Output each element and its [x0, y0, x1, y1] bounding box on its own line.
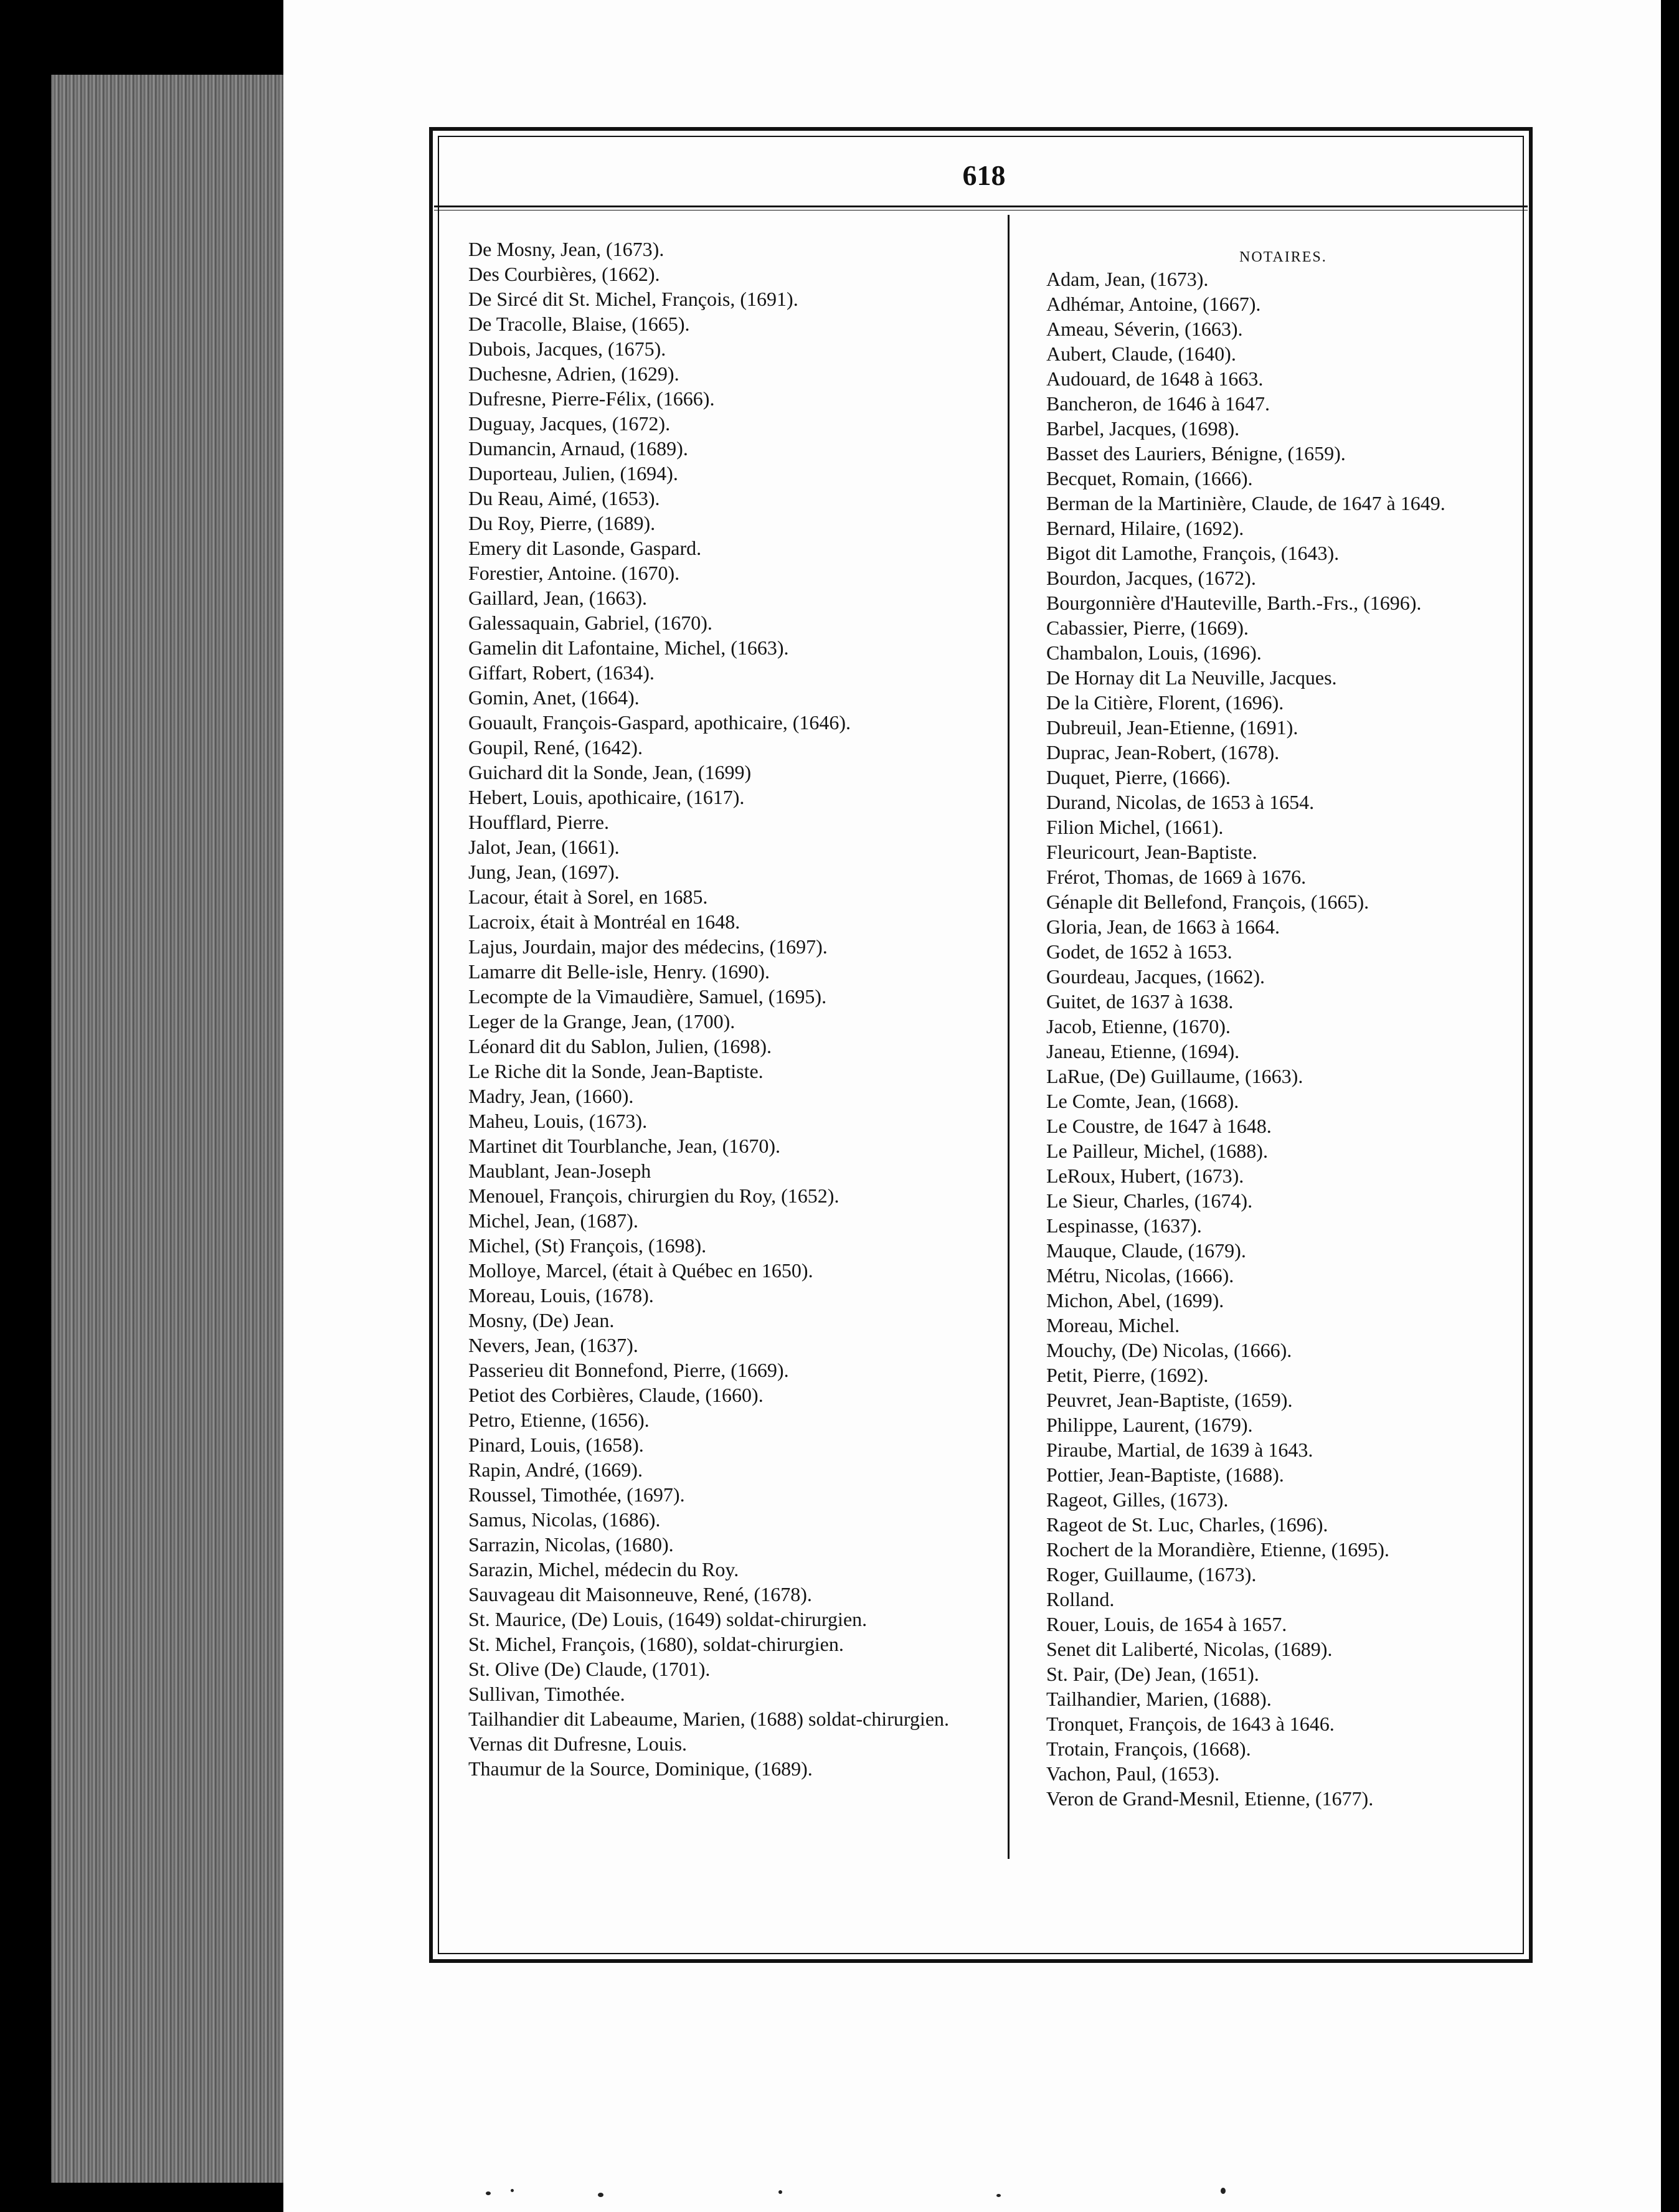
list-item: Rageot, Gilles, (1673). — [1046, 1488, 1229, 1511]
page-number: 618 — [962, 159, 1006, 191]
list-item: Métru, Nicolas, (1666). — [1046, 1264, 1234, 1287]
list-item: Barbel, Jacques, (1698). — [1046, 417, 1240, 440]
book-page-edge — [51, 75, 288, 2183]
list-item: Léonard dit du Sablon, Julien, (1698). — [468, 1035, 772, 1057]
list-item: Adhémar, Antoine, (1667). — [1046, 293, 1261, 315]
list-item: Sarrazin, Nicolas, (1680). — [468, 1533, 674, 1556]
list-item: Lecompte de la Vimaudière, Samuel, (1695). — [468, 985, 827, 1008]
list-item: Gouault, François-Gaspard, apothicaire, (1646). — [468, 711, 851, 734]
list-item: Maheu, Louis, (1673). — [468, 1110, 648, 1132]
list-item: St. Olive (De) Claude, (1701). — [468, 1658, 711, 1680]
list-item: Lajus, Jourdain, major des médecins, (1697). — [468, 935, 828, 958]
list-item: Maublant, Jean-Joseph — [468, 1160, 651, 1182]
list-item: Dumancin, Arnaud, (1689). — [468, 437, 688, 460]
list-item: St. Maurice, (De) Louis, (1649) soldat-chirurgien. — [468, 1608, 868, 1630]
list-item: Gomin, Anet, (1664). — [468, 686, 640, 709]
list-item: Hebert, Louis, apothicaire, (1617). — [468, 786, 745, 808]
column-divider — [1008, 215, 1010, 1859]
list-item: Giffart, Robert, (1634). — [468, 661, 655, 684]
header-rule — [434, 206, 1528, 207]
list-item: Mosny, (De) Jean. — [468, 1309, 615, 1331]
list-item: Petiot des Corbières, Claude, (1660). — [468, 1384, 764, 1406]
list-item: LeRoux, Hubert, (1673). — [1046, 1165, 1244, 1187]
list-item: St. Pair, (De) Jean, (1651). — [1046, 1663, 1259, 1685]
right-column-list — [1046, 267, 1582, 1811]
list-item: Martinet dit Tourblanche, Jean, (1670). — [468, 1135, 781, 1157]
list-item: Frérot, Thomas, de 1669 à 1676. — [1046, 866, 1307, 888]
list-item: Roussel, Timothée, (1697). — [468, 1483, 685, 1506]
list-item: Gamelin dit Lafontaine, Michel, (1663). — [468, 636, 789, 659]
list-item: Sullivan, Timothée. — [468, 1683, 625, 1705]
list-item: Filion Michel, (1661). — [1046, 816, 1224, 838]
list-item: Vernas dit Dufresne, Louis. — [468, 1732, 688, 1755]
list-item: Duquet, Pierre, (1666). — [1046, 766, 1231, 788]
list-item: Bourgonnière d'Hauteville, Barth.-Frs., (1696). — [1046, 592, 1422, 614]
list-item: Berman de la Martinière, Claude, de 1647 à 1649. — [1046, 492, 1445, 514]
list-item: Tailhandier, Marien, (1688). — [1046, 1688, 1272, 1710]
list-item: Pinard, Louis, (1658). — [468, 1434, 644, 1456]
list-item: Lamarre dit Belle-isle, Henry. (1690). — [468, 960, 770, 983]
list-item: Des Courbières, (1662). — [468, 263, 660, 285]
list-item: Goupil, René, (1642). — [468, 736, 643, 759]
list-item: Dubois, Jacques, (1675). — [468, 338, 666, 360]
list-item: Senet dit Laliberté, Nicolas, (1689). — [1046, 1638, 1333, 1660]
left-column-list — [468, 237, 1004, 1781]
list-item: Dubreuil, Jean-Etienne, (1691). — [1046, 716, 1298, 739]
list-item: Trotain, François, (1668). — [1046, 1737, 1251, 1760]
list-item: LaRue, (De) Guillaume, (1663). — [1046, 1065, 1303, 1087]
list-item: Gaillard, Jean, (1663). — [468, 587, 648, 609]
list-item: Le Comte, Jean, (1668). — [1046, 1090, 1239, 1112]
list-item: Veron de Grand-Mesnil, Etienne, (1677). — [1046, 1787, 1374, 1810]
list-item: Michel, (St) François, (1698). — [468, 1234, 707, 1257]
list-item: Ameau, Séverin, (1663). — [1046, 318, 1243, 340]
list-item: Le Pailleur, Michel, (1688). — [1046, 1140, 1268, 1162]
list-item: Audouard, de 1648 à 1663. — [1046, 367, 1264, 390]
list-item: Rolland. — [1046, 1588, 1115, 1610]
list-item: Petro, Etienne, (1656). — [468, 1409, 650, 1431]
list-item: Du Reau, Aimé, (1653). — [468, 487, 660, 509]
list-item: Le Riche dit la Sonde, Jean-Baptiste. — [468, 1060, 764, 1082]
list-item: Tronquet, François, de 1643 à 1646. — [1046, 1713, 1335, 1735]
list-item: Moreau, Michel. — [1046, 1314, 1180, 1336]
list-item: Guichard dit la Sonde, Jean, (1699) — [468, 761, 752, 783]
list-item: Michon, Abel, (1699). — [1046, 1289, 1224, 1312]
list-item: Gourdeau, Jacques, (1662). — [1046, 965, 1265, 988]
list-item: Roger, Guillaume, (1673). — [1046, 1563, 1257, 1586]
list-item: Petit, Pierre, (1692). — [1046, 1364, 1209, 1386]
list-item: Tailhandier dit Labeaume, Marien, (1688) soldat-chirurgien. — [468, 1708, 950, 1730]
list-item: De Tracolle, Blaise, (1665). — [468, 313, 690, 335]
list-item: Rageot de St. Luc, Charles, (1696). — [1046, 1513, 1328, 1536]
list-item: Duprac, Jean-Robert, (1678). — [1046, 741, 1280, 763]
list-item: Philippe, Laurent, (1679). — [1046, 1414, 1253, 1436]
list-item: Rochert de la Morandière, Etienne, (1695). — [1046, 1538, 1389, 1561]
list-item: Du Roy, Pierre, (1689). — [468, 512, 656, 534]
list-item: Michel, Jean, (1687). — [468, 1209, 638, 1232]
list-item: Lacroix, était à Montréal en 1648. — [468, 910, 740, 933]
list-item: Nevers, Jean, (1637). — [468, 1334, 638, 1356]
list-item: Sauvageau dit Maisonneuve, René, (1678). — [468, 1583, 812, 1605]
list-item: Bigot dit Lamothe, François, (1643). — [1046, 542, 1340, 564]
scan-specks — [486, 2183, 1358, 2208]
list-item: Vachon, Paul, (1653). — [1046, 1762, 1220, 1785]
list-item: Menouel, François, chirurgien du Roy, (1652). — [468, 1184, 839, 1207]
list-item: Thaumur de la Source, Dominique, (1689). — [468, 1757, 813, 1780]
list-item: Chambalon, Louis, (1696). — [1046, 641, 1262, 664]
list-item: Bancheron, de 1646 à 1647. — [1046, 392, 1270, 415]
list-item: Peuvret, Jean-Baptiste, (1659). — [1046, 1389, 1293, 1411]
list-item: Forestier, Antoine. (1670). — [468, 562, 680, 584]
list-item: Rouer, Louis, de 1654 à 1657. — [1046, 1613, 1287, 1635]
list-item: Leger de la Grange, Jean, (1700). — [468, 1010, 735, 1033]
list-item: Génaple dit Bellefond, François, (1665). — [1046, 891, 1369, 913]
list-item: Basset des Lauriers, Bénigne, (1659). — [1046, 442, 1346, 465]
notaires-heading: NOTAIRES. — [1239, 249, 1327, 265]
list-item: Le Sieur, Charles, (1674). — [1046, 1189, 1253, 1212]
list-item: Bernard, Hilaire, (1692). — [1046, 517, 1244, 539]
list-item: Janeau, Etienne, (1694). — [1046, 1040, 1240, 1062]
list-item: Jung, Jean, (1697). — [468, 861, 620, 883]
list-item: Cabassier, Pierre, (1669). — [1046, 617, 1249, 639]
list-item: Rapin, André, (1669). — [468, 1458, 643, 1481]
list-item: Sarazin, Michel, médecin du Roy. — [468, 1558, 739, 1581]
list-item: De la Citière, Florent, (1696). — [1046, 691, 1284, 714]
list-item: Moreau, Louis, (1678). — [468, 1284, 654, 1307]
list-item: Houfflard, Pierre. — [468, 811, 609, 833]
list-item: Pottier, Jean-Baptiste, (1688). — [1046, 1463, 1284, 1486]
list-item: Duchesne, Adrien, (1629). — [468, 362, 679, 385]
list-item: De Hornay dit La Neuville, Jacques. — [1046, 666, 1337, 689]
list-item: Lacour, était à Sorel, en 1685. — [468, 886, 708, 908]
list-item: Emery dit Lasonde, Gaspard. — [468, 537, 702, 559]
list-item: Dufresne, Pierre-Félix, (1666). — [468, 387, 715, 410]
list-item: Durand, Nicolas, de 1653 à 1654. — [1046, 791, 1315, 813]
list-item: St. Michel, François, (1680), soldat-chirurgien. — [468, 1633, 844, 1655]
list-item: Jacob, Etienne, (1670). — [1046, 1015, 1231, 1037]
list-item: Le Coustre, de 1647 à 1648. — [1046, 1115, 1272, 1137]
list-item: Aubert, Claude, (1640). — [1046, 343, 1236, 365]
list-item: Passerieu dit Bonnefond, Pierre, (1669). — [468, 1359, 789, 1381]
list-item: Samus, Nicolas, (1686). — [468, 1508, 661, 1531]
list-item: Madry, Jean, (1660). — [468, 1085, 634, 1107]
list-item: Gloria, Jean, de 1663 à 1664. — [1046, 915, 1280, 938]
list-item: Mouchy, (De) Nicolas, (1666). — [1046, 1339, 1292, 1361]
list-item: Becquet, Romain, (1666). — [1046, 467, 1253, 489]
list-item: Galessaquain, Gabriel, (1670). — [468, 612, 712, 634]
list-item: Adam, Jean, (1673). — [1046, 268, 1209, 290]
list-item: Bourdon, Jacques, (1672). — [1046, 567, 1256, 589]
list-item: Duporteau, Julien, (1694). — [468, 462, 678, 484]
list-item: Mauque, Claude, (1679). — [1046, 1239, 1246, 1262]
list-item: Jalot, Jean, (1661). — [468, 836, 620, 858]
list-item: Lespinasse, (1637). — [1046, 1214, 1202, 1237]
list-item: Godet, de 1652 à 1653. — [1046, 940, 1232, 963]
list-item: De Mosny, Jean, (1673). — [468, 238, 665, 260]
list-item: Duguay, Jacques, (1672). — [468, 412, 671, 435]
list-item: De Sircé dit St. Michel, François, (1691). — [468, 288, 798, 310]
list-item: Piraube, Martial, de 1639 à 1643. — [1046, 1439, 1313, 1461]
list-item: Fleuricourt, Jean-Baptiste. — [1046, 841, 1257, 863]
list-item: Molloye, Marcel, (était à Québec en 1650). — [468, 1259, 813, 1282]
list-item: Guitet, de 1637 à 1638. — [1046, 990, 1234, 1013]
